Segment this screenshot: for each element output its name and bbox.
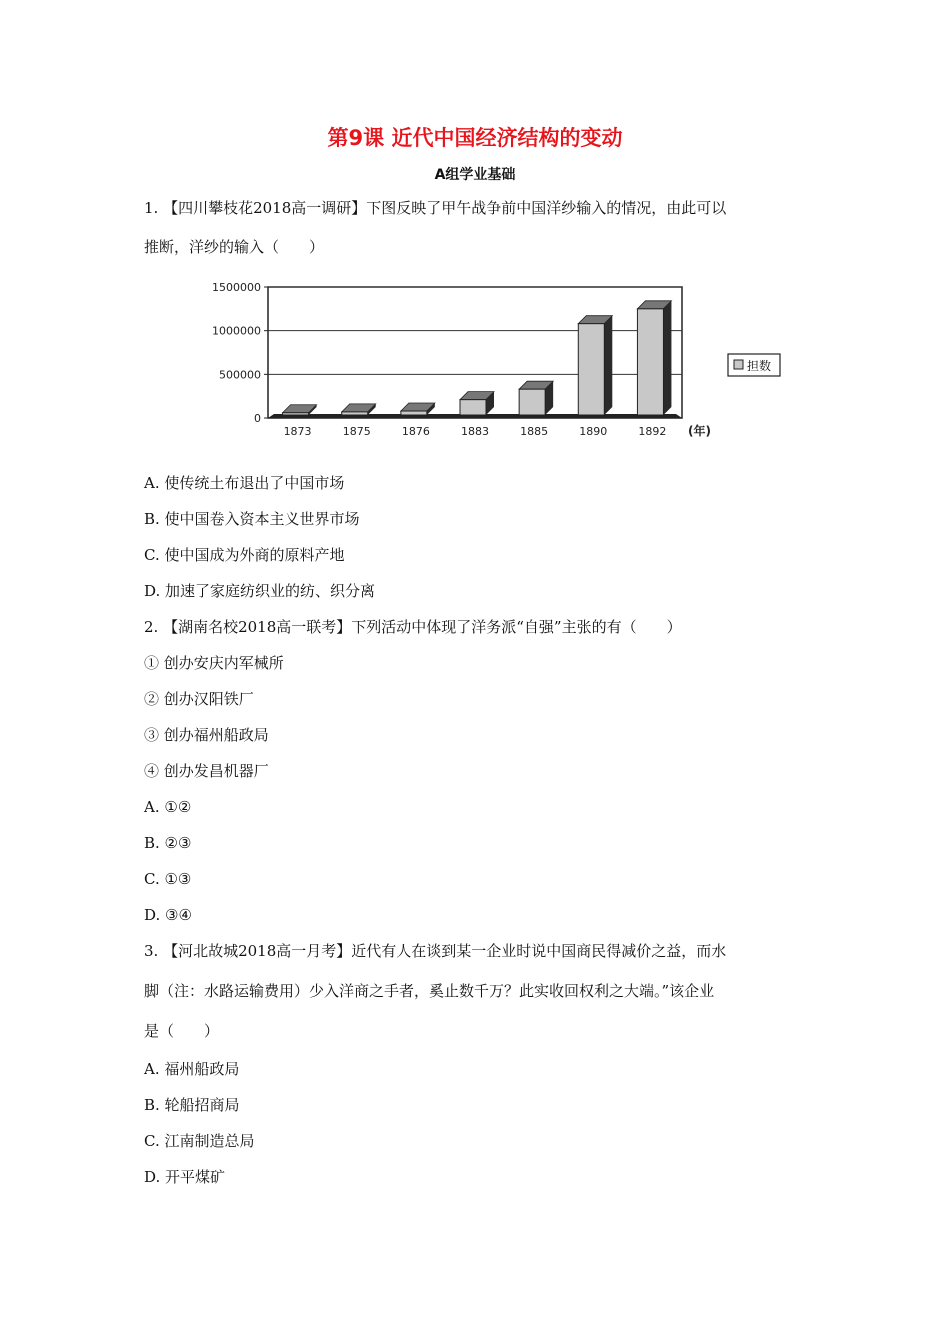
bar-1876 <box>401 411 427 415</box>
y-tick-label: 1000000 <box>212 324 261 338</box>
x-tick-label: 1873 <box>283 425 312 438</box>
bar-side-1892 <box>663 301 671 415</box>
q2-option-b: B. ②③ <box>144 834 192 852</box>
q3-option-d: D. 开平煤矿 <box>144 1168 226 1186</box>
q1-stem-line2: 推断，洋纱的输入（ ） <box>144 238 325 256</box>
x-tick-label: 1892 <box>638 425 667 438</box>
section-heading: A组学业基础 <box>434 167 516 183</box>
q2-stem: 2. 【湖南名校2018高一联考】下列活动中体现了洋务派“自强”主张的有（ ） <box>144 618 682 636</box>
bar-1883 <box>460 400 486 415</box>
q1-option-a: A. 使传统土布退出了中国市场 <box>144 474 345 492</box>
q3-option-c: C. 江南制造总局 <box>144 1132 255 1150</box>
y-tick-label: 500000 <box>219 368 261 382</box>
q1-stem-line1: 1. 【四川攀枝花2018高一调研】下图反映了甲午战争前中国洋纱输入的情况，由此可以 <box>144 199 727 217</box>
q1-option-d: D. 加速了家庭纺织业的纺、织分离 <box>144 582 376 600</box>
bar-1875 <box>342 412 368 415</box>
yarn-import-chart <box>165 275 787 450</box>
chart-svg <box>165 275 787 450</box>
legend-swatch <box>734 360 743 369</box>
x-tick-label: 1885 <box>520 425 549 438</box>
y-tick-label: 0 <box>254 412 261 425</box>
q2-item-4: ④ 创办发昌机器厂 <box>144 762 269 780</box>
legend-label: 担数 <box>747 359 772 373</box>
x-tick-label: 1875 <box>342 425 371 438</box>
q3-stem-line3: 是（ ） <box>144 1022 220 1040</box>
q2-item-3: ③ 创办福州船政局 <box>144 726 269 744</box>
q2-item-1: ① 创办安庆内军械所 <box>144 654 284 672</box>
q3-stem-line2: 脚（注：水路运输费用）少入洋商之手者，奚止数千万？此实收回权利之大端。”该企业 <box>144 982 715 1000</box>
x-unit-label: (年) <box>688 424 711 438</box>
x-tick-label: 1883 <box>461 425 489 438</box>
q2-option-c: C. ①③ <box>144 870 192 888</box>
x-tick-label: 1876 <box>401 425 430 438</box>
q3-option-a: A. 福州船政局 <box>144 1060 240 1078</box>
bar-1885 <box>519 389 545 415</box>
bar-1892 <box>637 309 663 415</box>
bar-1890 <box>578 324 604 415</box>
q1-option-c: C. 使中国成为外商的原料产地 <box>144 546 345 564</box>
q2-option-d: D. ③④ <box>144 906 192 924</box>
x-tick-label: 1890 <box>579 425 608 438</box>
q1-option-b: B. 使中国卷入资本主义世界市场 <box>144 510 360 528</box>
y-tick-label: 1500000 <box>212 281 261 294</box>
q3-option-b: B. 轮船招商局 <box>144 1096 240 1114</box>
bar-1873 <box>283 413 309 415</box>
q2-option-a: A. ①② <box>144 798 192 816</box>
bar-side-1890 <box>604 316 612 415</box>
q3-stem-line1: 3. 【河北故城2018高一月考】近代有人在谈到某一企业时说中国商民得减价之益，而水 <box>144 942 727 960</box>
page-title: 第9课 近代中国经济结构的变动 <box>327 126 623 150</box>
q2-item-2: ② 创办汉阳铁厂 <box>144 690 254 708</box>
